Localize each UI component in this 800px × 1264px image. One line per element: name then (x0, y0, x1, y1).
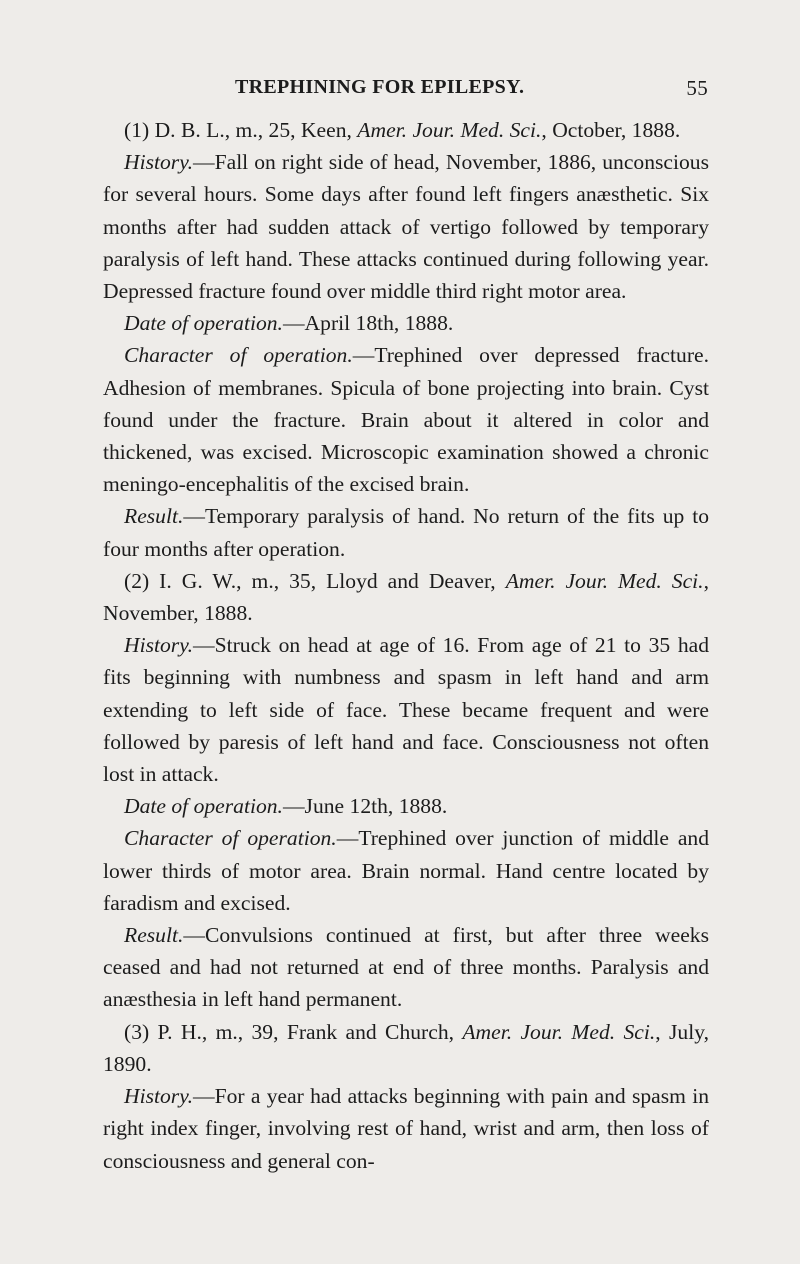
case-1-character-text: —Trephined over depressed fracture. Adhesion of membranes. Spicula of bone projecting into brain. Cyst found under the fracture. Brain about it altered in color and thickened, was excised. Microscopic examination showed a chronic meningo-encephalitis of the excised brain. (103, 343, 709, 497)
case-1-citation-tail: , October, 1888. (541, 118, 681, 142)
case-1-citation (103, 114, 709, 146)
case-3-citation (103, 1016, 709, 1080)
case-2-result-text: —Convulsions continued at first, but after three weeks ceased and had not returned at end of three months. Paralysis and anæsthesia in left hand permanent. (103, 923, 709, 1012)
case-3-citation-journal: Amer. Jour. Med. Sci. (462, 1019, 656, 1044)
case-3-history-label: History. (124, 1084, 193, 1109)
case-2-history-text: —Struck on head at age of 16. From age of 21 to 35 had fits beginning with numbness and spasm in left hand and arm extending to left side of face. These became frequent and were followed by paresis of left hand and face. Consciousness not often lost in attack. (103, 633, 709, 787)
case-2-character-label: Character of operation. (124, 826, 337, 851)
case-3-history-text: —For a year had attacks beginning with pain and spasm in right index finger, involving rest of hand, wrist and arm, then loss of consciousness and general con- (103, 1084, 709, 1173)
case-1-history (103, 146, 709, 307)
case-1-date (103, 307, 709, 339)
case-1-date-label: Date of operation. (124, 311, 283, 336)
case-2-result (103, 919, 709, 1016)
case-2-character-text: —Trephined over junction of middle and lower thirds of motor area. Brain normal. Hand centre located by faradism and excised. (103, 826, 710, 915)
case-2-citation-tail: , November, 1888. (103, 568, 709, 626)
case-1-result (103, 500, 709, 564)
case-2-history-label: History. (124, 633, 193, 658)
case-1-character (103, 339, 709, 500)
case-2-history (103, 629, 709, 790)
body-text (103, 114, 709, 1177)
running-head (235, 76, 708, 100)
page-number: 55 (686, 76, 708, 100)
case-2-date (103, 790, 709, 822)
case-2-result-label: Result. (124, 923, 184, 948)
case-1-history-label: History. (124, 150, 193, 175)
case-1-citation-lead: (1) D. B. L., m., 25, Keen, (124, 118, 358, 142)
case-1-character-label: Character of operation. (124, 343, 353, 368)
case-1-history-text: —Fall on right side of head, November, 1886, unconscious for several hours. Some days after found left fingers anæsthetic. Six months after had sudden attack of vertigo followed by temporary paralysis of left hand. These attacks continued during following year. Depressed fracture found over middle third right motor area. (103, 150, 709, 304)
case-1-result-text: —Temporary paralysis of hand. No return of the fits up to four months after operation. (103, 504, 709, 561)
case-1-citation-journal: Amer. Jour. Med. Sci. (357, 118, 542, 142)
case-3-history (103, 1080, 709, 1177)
case-3-citation-tail: , July, 1890. (103, 1019, 709, 1076)
case-1-result-label: Result. (124, 504, 184, 529)
case-1-date-text: —April 18th, 1888. (282, 311, 454, 336)
case-3-citation-lead: (3) P. H., m., 39, Frank and Church, (124, 1019, 463, 1044)
case-2-citation-journal: Amer. Jour. Med. Sci. (505, 568, 704, 593)
case-2-date-label: Date of operation. (124, 794, 283, 819)
case-2-citation-lead: (2) I. G. W., m., 35, Lloyd and Deaver, (124, 568, 506, 593)
case-2-date-text: —June 12th, 1888. (282, 794, 448, 819)
case-2-character (103, 822, 709, 919)
running-title: TREPHINING FOR EPILEPSY. (235, 76, 525, 98)
case-2-citation (103, 565, 709, 629)
